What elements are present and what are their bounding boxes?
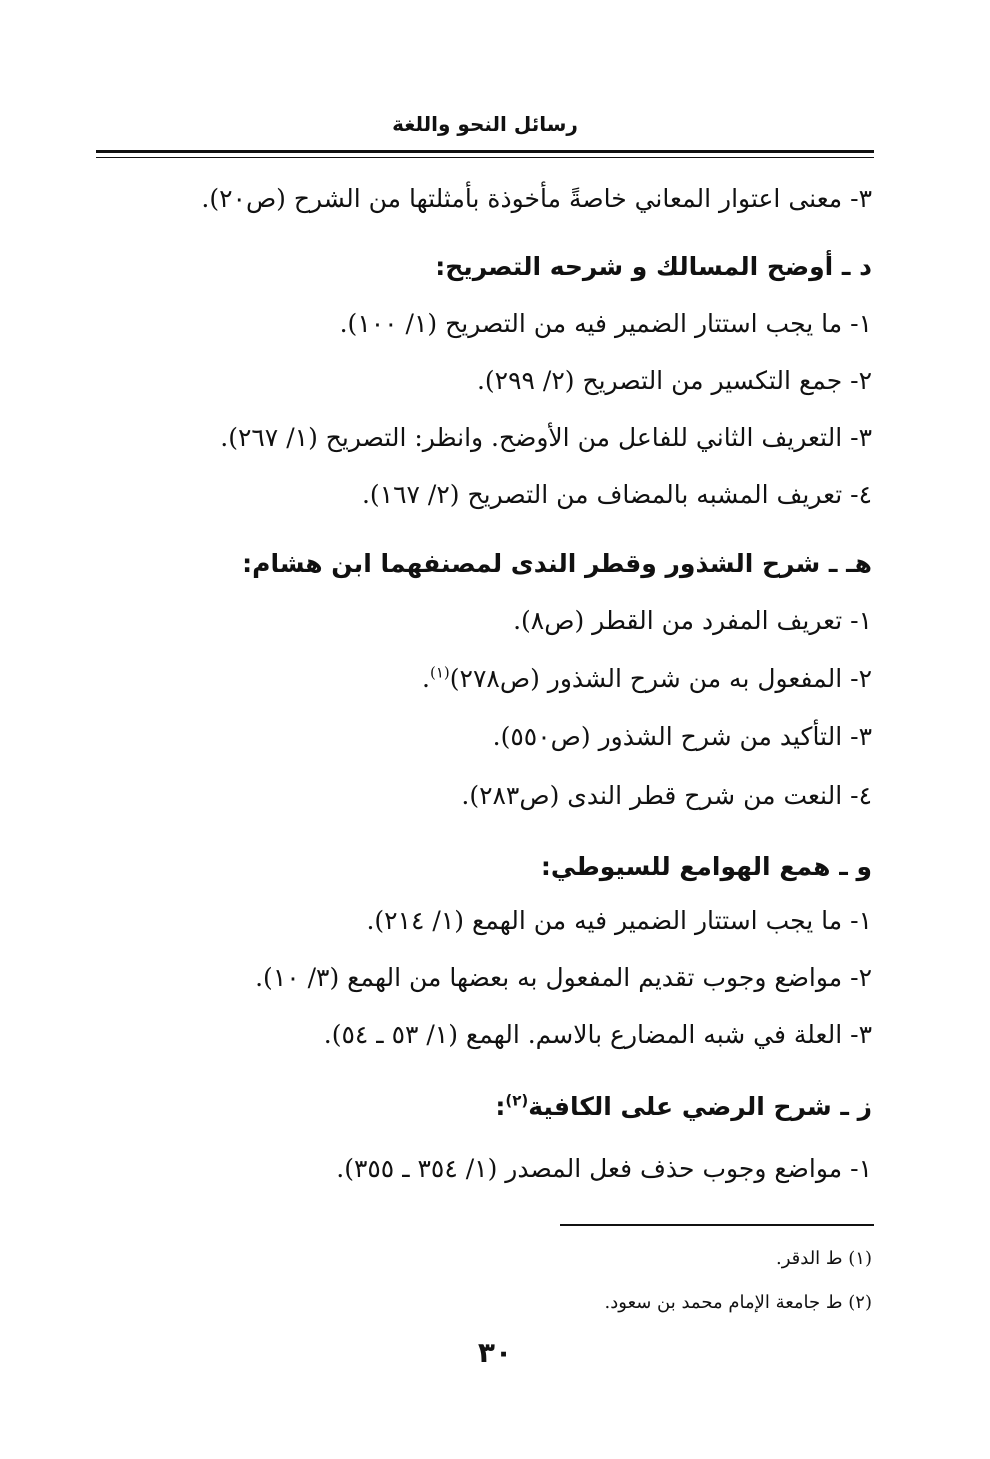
list-item bbox=[96, 716, 872, 758]
item-text: ٢- المفعول به من شرح الشذور (ص٢٧٨) bbox=[449, 664, 872, 693]
list-item bbox=[96, 417, 872, 459]
item-text: ١- ما يجب استتار الضمير فيه من الهمع (١/ ٢١٤). bbox=[366, 906, 872, 935]
footnote: (١) ط الدقر. bbox=[775, 1248, 872, 1269]
section-heading bbox=[96, 543, 872, 585]
section-heading bbox=[96, 1086, 872, 1128]
list-item bbox=[96, 775, 872, 817]
list-item bbox=[96, 600, 872, 642]
item-text: ٣- العلة في شبه المضارع بالاسم. الهمع (١/ ٥٣ ـ ٥٤). bbox=[323, 1020, 872, 1049]
item-text: ٣- التعريف الثاني للفاعل من الأوضح. وانظر: التصريح (١/ ٢٦٧). bbox=[220, 423, 872, 452]
list-item bbox=[96, 1014, 872, 1056]
list-item bbox=[96, 474, 872, 516]
item-text: ٤- تعريف المشبه بالمضاف من التصريح (٢/ ١٦٧). bbox=[361, 480, 872, 509]
footnote-marker: (١) bbox=[430, 663, 450, 682]
list-item bbox=[96, 178, 872, 220]
list-item bbox=[96, 957, 872, 999]
heading-tail: : bbox=[495, 1092, 506, 1121]
list-item bbox=[96, 1148, 872, 1190]
page-number: ٣٠ bbox=[477, 1336, 513, 1369]
item-text: ٢- جمع التكسير من التصريح (٢/ ٢٩٩). bbox=[476, 366, 872, 395]
header-rule-thick bbox=[96, 150, 874, 153]
heading-text: هـ ـ شرح الشذور وقطر الندى لمصنفهما ابن هشام: bbox=[242, 549, 872, 578]
heading-text: د ـ أوضح المسالك و شرحه التصريح: bbox=[435, 252, 872, 281]
list-item bbox=[96, 900, 872, 942]
list-item bbox=[96, 303, 872, 345]
section-heading bbox=[96, 846, 872, 888]
item-text: ١- تعريف المفرد من القطر (ص٨). bbox=[513, 606, 872, 635]
running-header: رسائل النحو واللغة bbox=[392, 112, 578, 136]
footnote-marker: (٢) bbox=[505, 1091, 529, 1110]
footnote-separator bbox=[560, 1224, 874, 1226]
header-rule-thin bbox=[96, 157, 874, 158]
list-item bbox=[96, 658, 872, 700]
item-text: ٤- النعت من شرح قطر الندى (ص٢٨٣). bbox=[461, 781, 872, 810]
item-text: ٢- مواضع وجوب تقديم المفعول به بعضها من الهمع (٣/ ١٠). bbox=[255, 963, 872, 992]
heading-text: ز ـ شرح الرضي على الكافية bbox=[528, 1092, 872, 1121]
item-tail: . bbox=[422, 664, 430, 693]
list-item bbox=[96, 360, 872, 402]
item-text: ١- مواضع وجوب حذف فعل المصدر (١/ ٣٥٤ ـ ٣٥٥). bbox=[336, 1154, 872, 1183]
section-heading bbox=[96, 246, 872, 288]
item-text: ٣- معنى اعتوار المعاني خاصةً مأخوذة بأمثلتها من الشرح (ص٢٠). bbox=[201, 184, 872, 213]
heading-text: و ـ همع الهوامع للسيوطي: bbox=[540, 852, 872, 881]
item-text: ١- ما يجب استتار الضمير فيه من التصريح (١/ ١٠٠). bbox=[339, 309, 872, 338]
footnote: (٢) ط جامعة الإمام محمد بن سعود. bbox=[604, 1292, 872, 1313]
item-text: ٣- التأكيد من شرح الشذور (ص٥٥٠). bbox=[492, 722, 872, 751]
